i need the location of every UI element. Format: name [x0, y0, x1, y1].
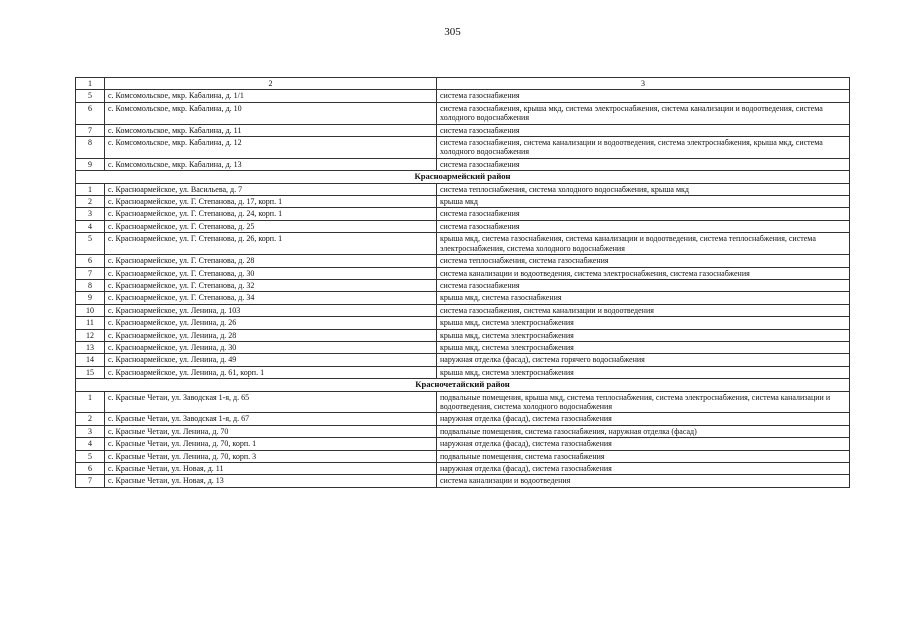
building-address: с. Красные Четаи, ул. Ленина, д. 70, корп. 1	[105, 438, 437, 450]
column-number-1: 1	[76, 78, 105, 90]
building-address: с. Красноармейское, ул. Г. Степанова, д. 17, корп. 1	[105, 196, 437, 208]
building-address: с. Красноармейское, ул. Г. Степанова, д. 25	[105, 220, 437, 232]
building-address: с. Красноармейское, ул. Г. Степанова, д. 32	[105, 279, 437, 291]
row-number: 7	[76, 267, 105, 279]
table-row	[76, 450, 850, 462]
table-row	[76, 137, 850, 159]
building-address: с. Красноармейское, ул. Г. Степанова, д. 24, корп. 1	[105, 208, 437, 220]
building-address: с. Красноармейское, ул. Г. Степанова, д. 34	[105, 292, 437, 304]
row-number: 9	[76, 158, 105, 170]
table-body	[76, 78, 850, 488]
building-address: с. Красноармейское, ул. Ленина, д. 26	[105, 317, 437, 329]
table-row	[76, 220, 850, 232]
repair-systems: система газоснабжения	[437, 279, 850, 291]
table-row	[76, 233, 850, 255]
row-number: 15	[76, 366, 105, 378]
repair-systems: подвальные помещения, система газоснабжения, наружная отделка (фасад)	[437, 425, 850, 437]
row-number: 11	[76, 317, 105, 329]
building-address: с. Красноармейское, ул. Васильева, д. 7	[105, 183, 437, 195]
table-row	[76, 463, 850, 475]
table-row	[76, 279, 850, 291]
table-row	[76, 124, 850, 136]
table-row	[76, 90, 850, 102]
buildings-table	[75, 77, 850, 488]
building-address: с. Красноармейское, ул. Г. Степанова, д. 30	[105, 267, 437, 279]
row-number: 4	[76, 220, 105, 232]
row-number: 3	[76, 208, 105, 220]
row-number: 7	[76, 475, 105, 487]
table-row	[76, 354, 850, 366]
building-address: с. Красные Четаи, ул. Новая, д. 13	[105, 475, 437, 487]
table-row	[76, 329, 850, 341]
row-number: 5	[76, 450, 105, 462]
repair-systems: система газоснабжения, крыша мкд, система электроснабжения, система канализации и водоотведения, система холодного водоснабжения	[437, 102, 850, 124]
repair-systems: крыша мкд	[437, 196, 850, 208]
district-heading-row	[76, 171, 850, 183]
building-address: с. Красные Четаи, ул. Заводская 1-я, д. 67	[105, 413, 437, 425]
table-row	[76, 158, 850, 170]
repair-systems: система канализации и водоотведения, система электроснабжения, система газоснабжения	[437, 267, 850, 279]
row-number: 4	[76, 438, 105, 450]
building-address: с. Красноармейское, ул. Ленина, д. 28	[105, 329, 437, 341]
repair-systems: подвальные помещения, система газоснабжения	[437, 450, 850, 462]
building-address: с. Комсомольское, мкр. Кабалина, д. 12	[105, 137, 437, 159]
building-address: с. Красные Четаи, ул. Новая, д. 11	[105, 463, 437, 475]
building-address: с. Красноармейское, ул. Ленина, д. 49	[105, 354, 437, 366]
row-number: 13	[76, 341, 105, 353]
row-number: 8	[76, 137, 105, 159]
district-heading: Красночетайский район	[76, 379, 850, 391]
repair-systems: крыша мкд, система электроснабжения	[437, 341, 850, 353]
row-number: 7	[76, 124, 105, 136]
repair-systems: система газоснабжения, система канализации и водоотведения	[437, 304, 850, 316]
table-row	[76, 208, 850, 220]
row-number: 9	[76, 292, 105, 304]
row-number: 2	[76, 413, 105, 425]
column-number-3: 3	[437, 78, 850, 90]
column-number-2: 2	[105, 78, 437, 90]
repair-systems: наружная отделка (фасад), система газоснабжения	[437, 438, 850, 450]
repair-systems: крыша мкд, система электроснабжения	[437, 329, 850, 341]
repair-systems: наружная отделка (фасад), система газоснабжения	[437, 413, 850, 425]
building-address: с. Красные Четаи, ул. Ленина, д. 70, корп. 3	[105, 450, 437, 462]
repair-systems: система теплоснабжения, система газоснабжения	[437, 255, 850, 267]
repair-systems: система теплоснабжения, система холодного водоснабжения, крыша мкд	[437, 183, 850, 195]
table-row	[76, 413, 850, 425]
district-heading-row	[76, 379, 850, 391]
table-row	[76, 366, 850, 378]
repair-systems: система газоснабжения, система канализации и водоотведения, система электроснабжения, крыша мкд, система холодного водоснабжения	[437, 137, 850, 159]
row-number: 14	[76, 354, 105, 366]
table-row	[76, 267, 850, 279]
repair-systems: наружная отделка (фасад), система газоснабжения	[437, 463, 850, 475]
repair-systems: система канализации и водоотведения	[437, 475, 850, 487]
row-number: 1	[76, 183, 105, 195]
row-number: 5	[76, 233, 105, 255]
building-address: с. Комсомольское, мкр. Кабалина, д. 10	[105, 102, 437, 124]
table-row	[76, 341, 850, 353]
repair-systems: система газоснабжения	[437, 90, 850, 102]
row-number: 12	[76, 329, 105, 341]
repair-systems: крыша мкд, система электроснабжения	[437, 366, 850, 378]
table-row	[76, 183, 850, 195]
building-address: с. Красные Четаи, ул. Ленина, д. 70	[105, 425, 437, 437]
district-heading: Красноармейский район	[76, 171, 850, 183]
repair-systems: подвальные помещения, крыша мкд, система теплоснабжения, система электроснабжения, система канализации и водоотведения, система холодного водоснабжения	[437, 391, 850, 413]
building-address: с. Красноармейское, ул. Ленина, д. 103	[105, 304, 437, 316]
row-number: 6	[76, 102, 105, 124]
table-row	[76, 196, 850, 208]
page-number: 305	[444, 26, 461, 38]
table-row	[76, 317, 850, 329]
repair-systems: наружная отделка (фасад), система горячего водоснабжения	[437, 354, 850, 366]
repair-systems: крыша мкд, система газоснабжения, система канализации и водоотведения, система теплоснабжения, система электроснабжения, система холодного водоснабжения	[437, 233, 850, 255]
table-row	[76, 391, 850, 413]
table-row	[76, 304, 850, 316]
repair-systems: система газоснабжения	[437, 124, 850, 136]
column-number-row	[76, 78, 850, 90]
building-address: с. Красные Четаи, ул. Заводская 1-я, д. 65	[105, 391, 437, 413]
building-address: с. Комсомольское, мкр. Кабалина, д. 11	[105, 124, 437, 136]
building-address: с. Красноармейское, ул. Г. Степанова, д. 26, корп. 1	[105, 233, 437, 255]
table-row	[76, 255, 850, 267]
repair-systems: система газоснабжения	[437, 220, 850, 232]
building-address: с. Красноармейское, ул. Ленина, д. 61, корп. 1	[105, 366, 437, 378]
building-address: с. Комсомольское, мкр. Кабалина, д. 13	[105, 158, 437, 170]
row-number: 5	[76, 90, 105, 102]
building-address: с. Красноармейское, ул. Г. Степанова, д. 28	[105, 255, 437, 267]
repair-systems: крыша мкд, система электроснабжения	[437, 317, 850, 329]
row-number: 10	[76, 304, 105, 316]
table-row	[76, 102, 850, 124]
row-number: 2	[76, 196, 105, 208]
row-number: 1	[76, 391, 105, 413]
table-row	[76, 425, 850, 437]
repair-systems: крыша мкд, система газоснабжения	[437, 292, 850, 304]
building-address: с. Красноармейское, ул. Ленина, д. 30	[105, 341, 437, 353]
table-row	[76, 292, 850, 304]
building-address: с. Комсомольское, мкр. Кабалина, д. 1/1	[105, 90, 437, 102]
row-number: 8	[76, 279, 105, 291]
row-number: 3	[76, 425, 105, 437]
row-number: 6	[76, 463, 105, 475]
table-row	[76, 475, 850, 487]
table-row	[76, 438, 850, 450]
row-number: 6	[76, 255, 105, 267]
repair-systems: система газоснабжения	[437, 208, 850, 220]
repair-systems: система газоснабжения	[437, 158, 850, 170]
